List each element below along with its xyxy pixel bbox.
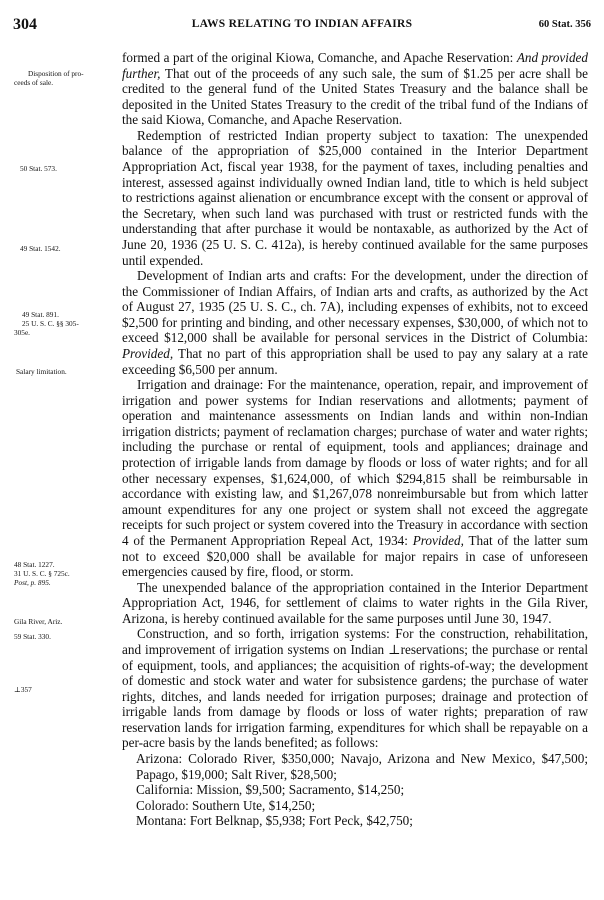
- text-run: Irrigation and drainage: For the maintenance, operation, repair, and improvement of irrigation and power systems for Indian reservations and allotments; payment of operation and maintenance assessments on Indian lands and within non-Indian irrigation districts; payment of reclamation charges; purchase of water and water rights; including the purchase or rental of equipment, tools and appliances; drainage and protection of irrigable lands from damage by floods or loss of water rights; and for all other necessary expenses, $1,624,000, of which $294,815 shall be reimbursable in accordance with existing law, and $1,267,078 nonreimbursable but from which latter amount expenditures for any one project or system shall not exceed the aggregate receipts for such project or system covered into the Treasury in accordance with section 4 of the Permanent Appropriation Repeal Act, 1934:: [122, 377, 588, 548]
- text-run: formed a part of the original Kiowa, Comanche, and Apache Reservation:: [122, 50, 517, 65]
- statute-reference: 60 Stat. 356: [538, 19, 591, 30]
- margin-note-line: 49 Stat. 891.: [22, 310, 59, 319]
- statute-body: [122, 50, 588, 829]
- margin-note-arts-crafts: [14, 311, 118, 337]
- list-item-colorado: Colorado: Southern Ute, $14,250;: [136, 797, 316, 813]
- paragraph-gila-river: The unexpended balance of the appropriation contained in the Interior Department Appropriation Act, 1946, for settlement of claims to water rights in the Gila River, Arizona, is hereby continued available for the same purposes until June 30, 1947.: [122, 579, 588, 626]
- margin-note-50-stat-573: 50 Stat. 573.: [20, 164, 57, 173]
- margin-note-line: Post, p. 895.: [14, 577, 51, 587]
- margin-note-line: Disposition of pro-: [28, 69, 84, 78]
- page-break-marker: ⊥357: [14, 685, 32, 694]
- margin-note-49-stat-1542: 49 Stat. 1542.: [20, 244, 61, 253]
- paragraph-proceeds-of-sale: [122, 50, 588, 128]
- text-run: That of the latter sum not to exceed $20,000 shall be available for major repairs in case of unforeseen emergencies caused by fire, flood, or storm.: [122, 532, 588, 580]
- paragraph-construction-irrigation: Construction, and so forth, irrigation systems: For the construction, rehabilitation, and improvement of irrigation systems on Indian ⊥reservations; the purchase or rental of equipment, tools, and appliances; the acquisition of rights-of-way; the development of domestic and stock water and water for subsistence gardens; the purchase of water rights, ditches, and lands needed for irrigation purposes; drainage and protection of irrigable lands from damage by floods or loss of water rights; preparation of raw reservation lands for irrigation farming, expenditures for which shall be repayable on a per-acre basis by the lands benefited; as follows:: [122, 626, 588, 751]
- list-item-montana: Montana: Fort Belknap, $5,938; Fort Peck, $42,750;: [136, 813, 413, 829]
- text-run: That no part of this appropriation shall be used to pay any salary at a rate exceeding $6,500 per annum.: [122, 345, 588, 377]
- margin-note-disposition: [14, 70, 118, 88]
- margin-note-irrigation: [14, 561, 118, 587]
- proviso-italic: Provided,: [122, 345, 174, 361]
- text-run: Development of Indian arts and crafts: For the development, under the direction of the Commissioner of Indian Affairs, of Indian arts and crafts, as authorized by the Act of August 27, 1935 (25 U. S. C., ch. 7A), including expenses of exhibits, not to exceed $2,500 for printing and binding, and other necessary expenses, $30,000, of which not to exceed $12,000 shall be available for personal services in the District of Columbia:: [122, 268, 588, 346]
- proviso-italic: Provided,: [412, 532, 464, 548]
- margin-note-salary-limitation: Salary limitation.: [16, 367, 67, 376]
- proviso-italic: And provided further,: [122, 50, 588, 81]
- margin-note-59-stat-330: 59 Stat. 330.: [14, 632, 51, 641]
- margin-note-line: 31 U. S. C. § 725c.: [14, 568, 70, 578]
- margin-note-line: ceeds of sale.: [14, 77, 54, 87]
- page-header: [13, 16, 591, 36]
- margin-note-gila-river: Gila River, Ariz.: [14, 617, 63, 626]
- page-number: 304: [13, 16, 37, 33]
- list-item-arizona: Arizona: Colorado River, $350,000; Navajo, Arizona and New Mexico, $47,500; Papago, $19,000; Salt River, $28,500;: [136, 751, 588, 782]
- running-title: LAWS RELATING TO INDIAN AFFAIRS: [191, 18, 413, 30]
- paragraph-redemption-restricted-property: Redemption of restricted Indian property subject to taxation: The unexpended balance of the appropriation of $25,000 contained in the Interior Department Appropriation Act, fiscal year 1938, for the payment of taxes, including penalties and interest, assessed against individually owned Indian land, title to which is held subject to restrictions against alienation or encumbrance except with the consent or approval of the Secretary, when such land was purchased with trust or restricted funds with the understanding that after purchase it would be nontaxable, as authorized by the Act of June 20, 1936 (25 U. S. C. 412a), is hereby continued available for the same purposes until expended.: [122, 127, 588, 268]
- paragraph-irrigation-and-drainage: [122, 377, 588, 580]
- paragraph-arts-and-crafts: [122, 268, 588, 377]
- margin-note-line: 25 U. S. C. §§ 305-: [22, 318, 79, 328]
- margin-note-line: 48 Stat. 1227.: [14, 560, 55, 569]
- list-item-california: California: Mission, $9,500; Sacramento, $14,250;: [136, 782, 405, 798]
- text-run: That out of the proceeds of any such sale, the sum of $1.25 per acre shall be credited to the general fund of the United States Treasury and the balance shall be deposited in the United States Treasury to the credit of the tribal fund of the Indians of the said Kiowa, Comanche, and Apache Reservation.: [122, 65, 588, 128]
- margin-note-line: 305e.: [14, 327, 31, 337]
